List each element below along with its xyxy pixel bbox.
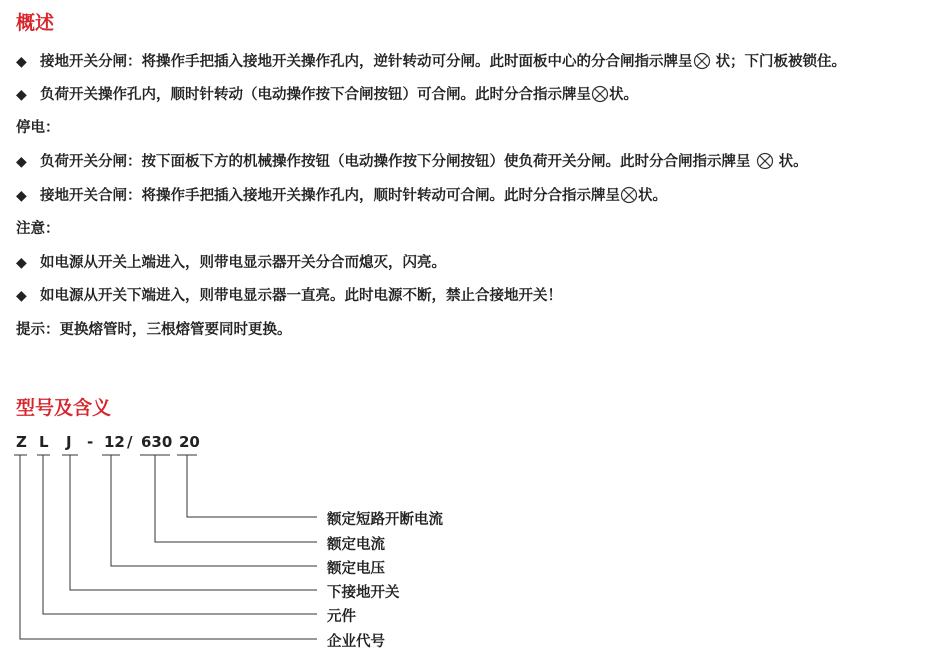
overview-line-9 bbox=[16, 321, 292, 339]
leader-rated-voltage bbox=[111, 455, 317, 566]
line-text-after: 状。 bbox=[778, 154, 808, 170]
overview-line-1 bbox=[16, 52, 846, 71]
overview-line-7 bbox=[16, 254, 446, 272]
line-text: 停电： bbox=[16, 120, 60, 136]
overview-line-6 bbox=[16, 220, 60, 238]
bullet-diamond-icon: ◆ bbox=[16, 87, 27, 103]
bullet-diamond-icon: ◆ bbox=[16, 288, 27, 304]
circle-x-indicator-icon bbox=[591, 85, 609, 103]
meaning-rated-current: 额定电流 bbox=[327, 537, 385, 553]
model-code-z: Z bbox=[16, 433, 27, 451]
meaning-component: 元件 bbox=[327, 609, 356, 625]
line-text-after: 状；下门板被锁住。 bbox=[715, 54, 847, 70]
meaning-rated-voltage: 额定电压 bbox=[327, 561, 385, 577]
line-text: 如电源从开关下端进入，则带电显示器一直亮。此时电源不断，禁止合接地开关！ bbox=[40, 288, 562, 304]
bullet-diamond-icon: ◆ bbox=[16, 255, 27, 271]
model-code-j: J bbox=[66, 433, 72, 451]
line-text: 提示：更换熔管时，三根熔管要同时更换。 bbox=[16, 322, 292, 338]
bullet-diamond-icon: ◆ bbox=[16, 188, 27, 204]
line-text: 如电源从开关上端进入，则带电显示器开关分合而熄灭，闪亮。 bbox=[40, 255, 446, 271]
overview-line-5 bbox=[16, 186, 667, 205]
circle-x-indicator-icon bbox=[620, 186, 638, 204]
line-text-after: 状。 bbox=[638, 188, 667, 204]
line-text: 负荷开关分闸：按下面板下方的机械操作按钮（电动操作按下分闸按钮）使负荷开关分闸。此时分合闸指示牌呈 bbox=[40, 154, 751, 170]
model-code-l: L bbox=[39, 433, 49, 451]
line-text: 接地开关分闸：将操作手把插入接地开关操作孔内，逆针转动可分闸。此时面板中心的分合闸指示牌呈 bbox=[40, 54, 693, 70]
meaning-company-code: 企业代号 bbox=[327, 634, 385, 650]
line-text: 注意： bbox=[16, 221, 60, 237]
overview-line-8 bbox=[16, 287, 562, 305]
line-text-after: 状。 bbox=[609, 87, 638, 103]
overview-line-3 bbox=[16, 119, 60, 137]
model-code-dash: - bbox=[87, 433, 94, 451]
overview-title: 概述 bbox=[16, 12, 55, 34]
overview-line-4 bbox=[16, 152, 808, 171]
model-code-current: 630 bbox=[141, 433, 173, 451]
bullet-diamond-icon: ◆ bbox=[16, 154, 27, 170]
bullet-diamond-icon: ◆ bbox=[16, 54, 27, 70]
leader-rated-current bbox=[155, 455, 317, 542]
model-code-breaking-current: 20 bbox=[179, 433, 200, 451]
model-code-slash: / bbox=[127, 433, 133, 451]
leader-breaking-current bbox=[187, 455, 317, 517]
leader-company-code bbox=[20, 455, 317, 639]
model-title: 型号及含义 bbox=[16, 397, 112, 419]
leader-component bbox=[43, 455, 317, 614]
circle-x-indicator-icon bbox=[756, 152, 774, 170]
meaning-breaking-current: 额定短路开断电流 bbox=[327, 512, 443, 528]
circle-x-indicator-icon bbox=[693, 52, 711, 70]
line-text: 负荷开关操作孔内，顺时针转动（电动操作按下合闸按钮）可合闸。此时分合指示牌呈 bbox=[40, 87, 591, 103]
model-code-voltage: 12 bbox=[104, 433, 125, 451]
line-text: 接地开关合闸：将操作手把插入接地开关操作孔内，顺时针转动可合闸。此时分合指示牌呈 bbox=[40, 188, 620, 204]
meaning-earthing-switch: 下接地开关 bbox=[327, 585, 400, 601]
leader-earthing-switch bbox=[70, 455, 317, 590]
overview-line-2 bbox=[16, 85, 638, 104]
